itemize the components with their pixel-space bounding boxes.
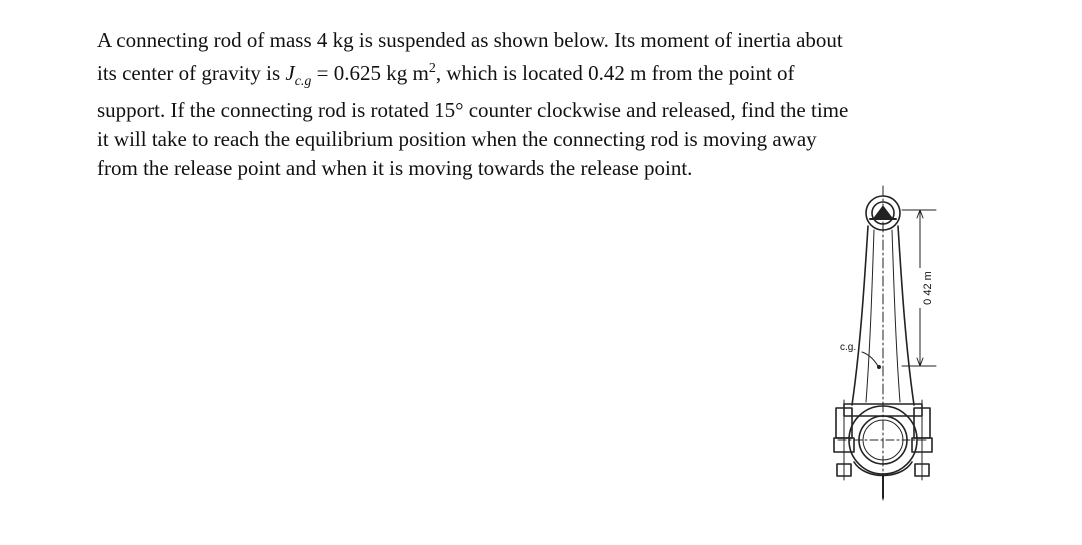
problem-line-4: it will take to reach the equilibrium position when the connecting rod is moving away	[97, 126, 817, 151]
problem-statement	[97, 26, 997, 182]
connecting-rod-diagram	[810, 180, 980, 515]
inertia-symbol: J	[285, 60, 295, 85]
problem-line-2	[97, 55, 997, 97]
rod-right-edge	[898, 226, 914, 405]
cg-label: c.g.	[840, 342, 857, 353]
rod-left-edge	[852, 226, 868, 405]
connecting-rod-figure	[810, 180, 980, 515]
problem-line-2-end: , which is located 0.42 m from the point of	[435, 60, 795, 85]
problem-line-5: from the release point and when it is moving towards the release point.	[97, 155, 693, 180]
problem-line-3: support. If the connecting rod is rotated 15° counter clockwise and released, find the time	[97, 98, 849, 123]
cg-leader	[862, 352, 878, 366]
inertia-subscript: c.g	[294, 73, 312, 89]
cg-point	[877, 365, 881, 369]
problem-line-2-start: its center of gravity is	[97, 60, 286, 85]
pivot-support-icon	[874, 206, 892, 218]
dimension-label: 0 42 m	[922, 271, 934, 305]
problem-line-1: A connecting rod of mass 4 kg is suspended as shown below. Its moment of inertia about	[97, 28, 843, 52]
unit-exponent: 2	[428, 60, 436, 76]
inertia-value: = 0.625 kg m	[311, 60, 429, 85]
